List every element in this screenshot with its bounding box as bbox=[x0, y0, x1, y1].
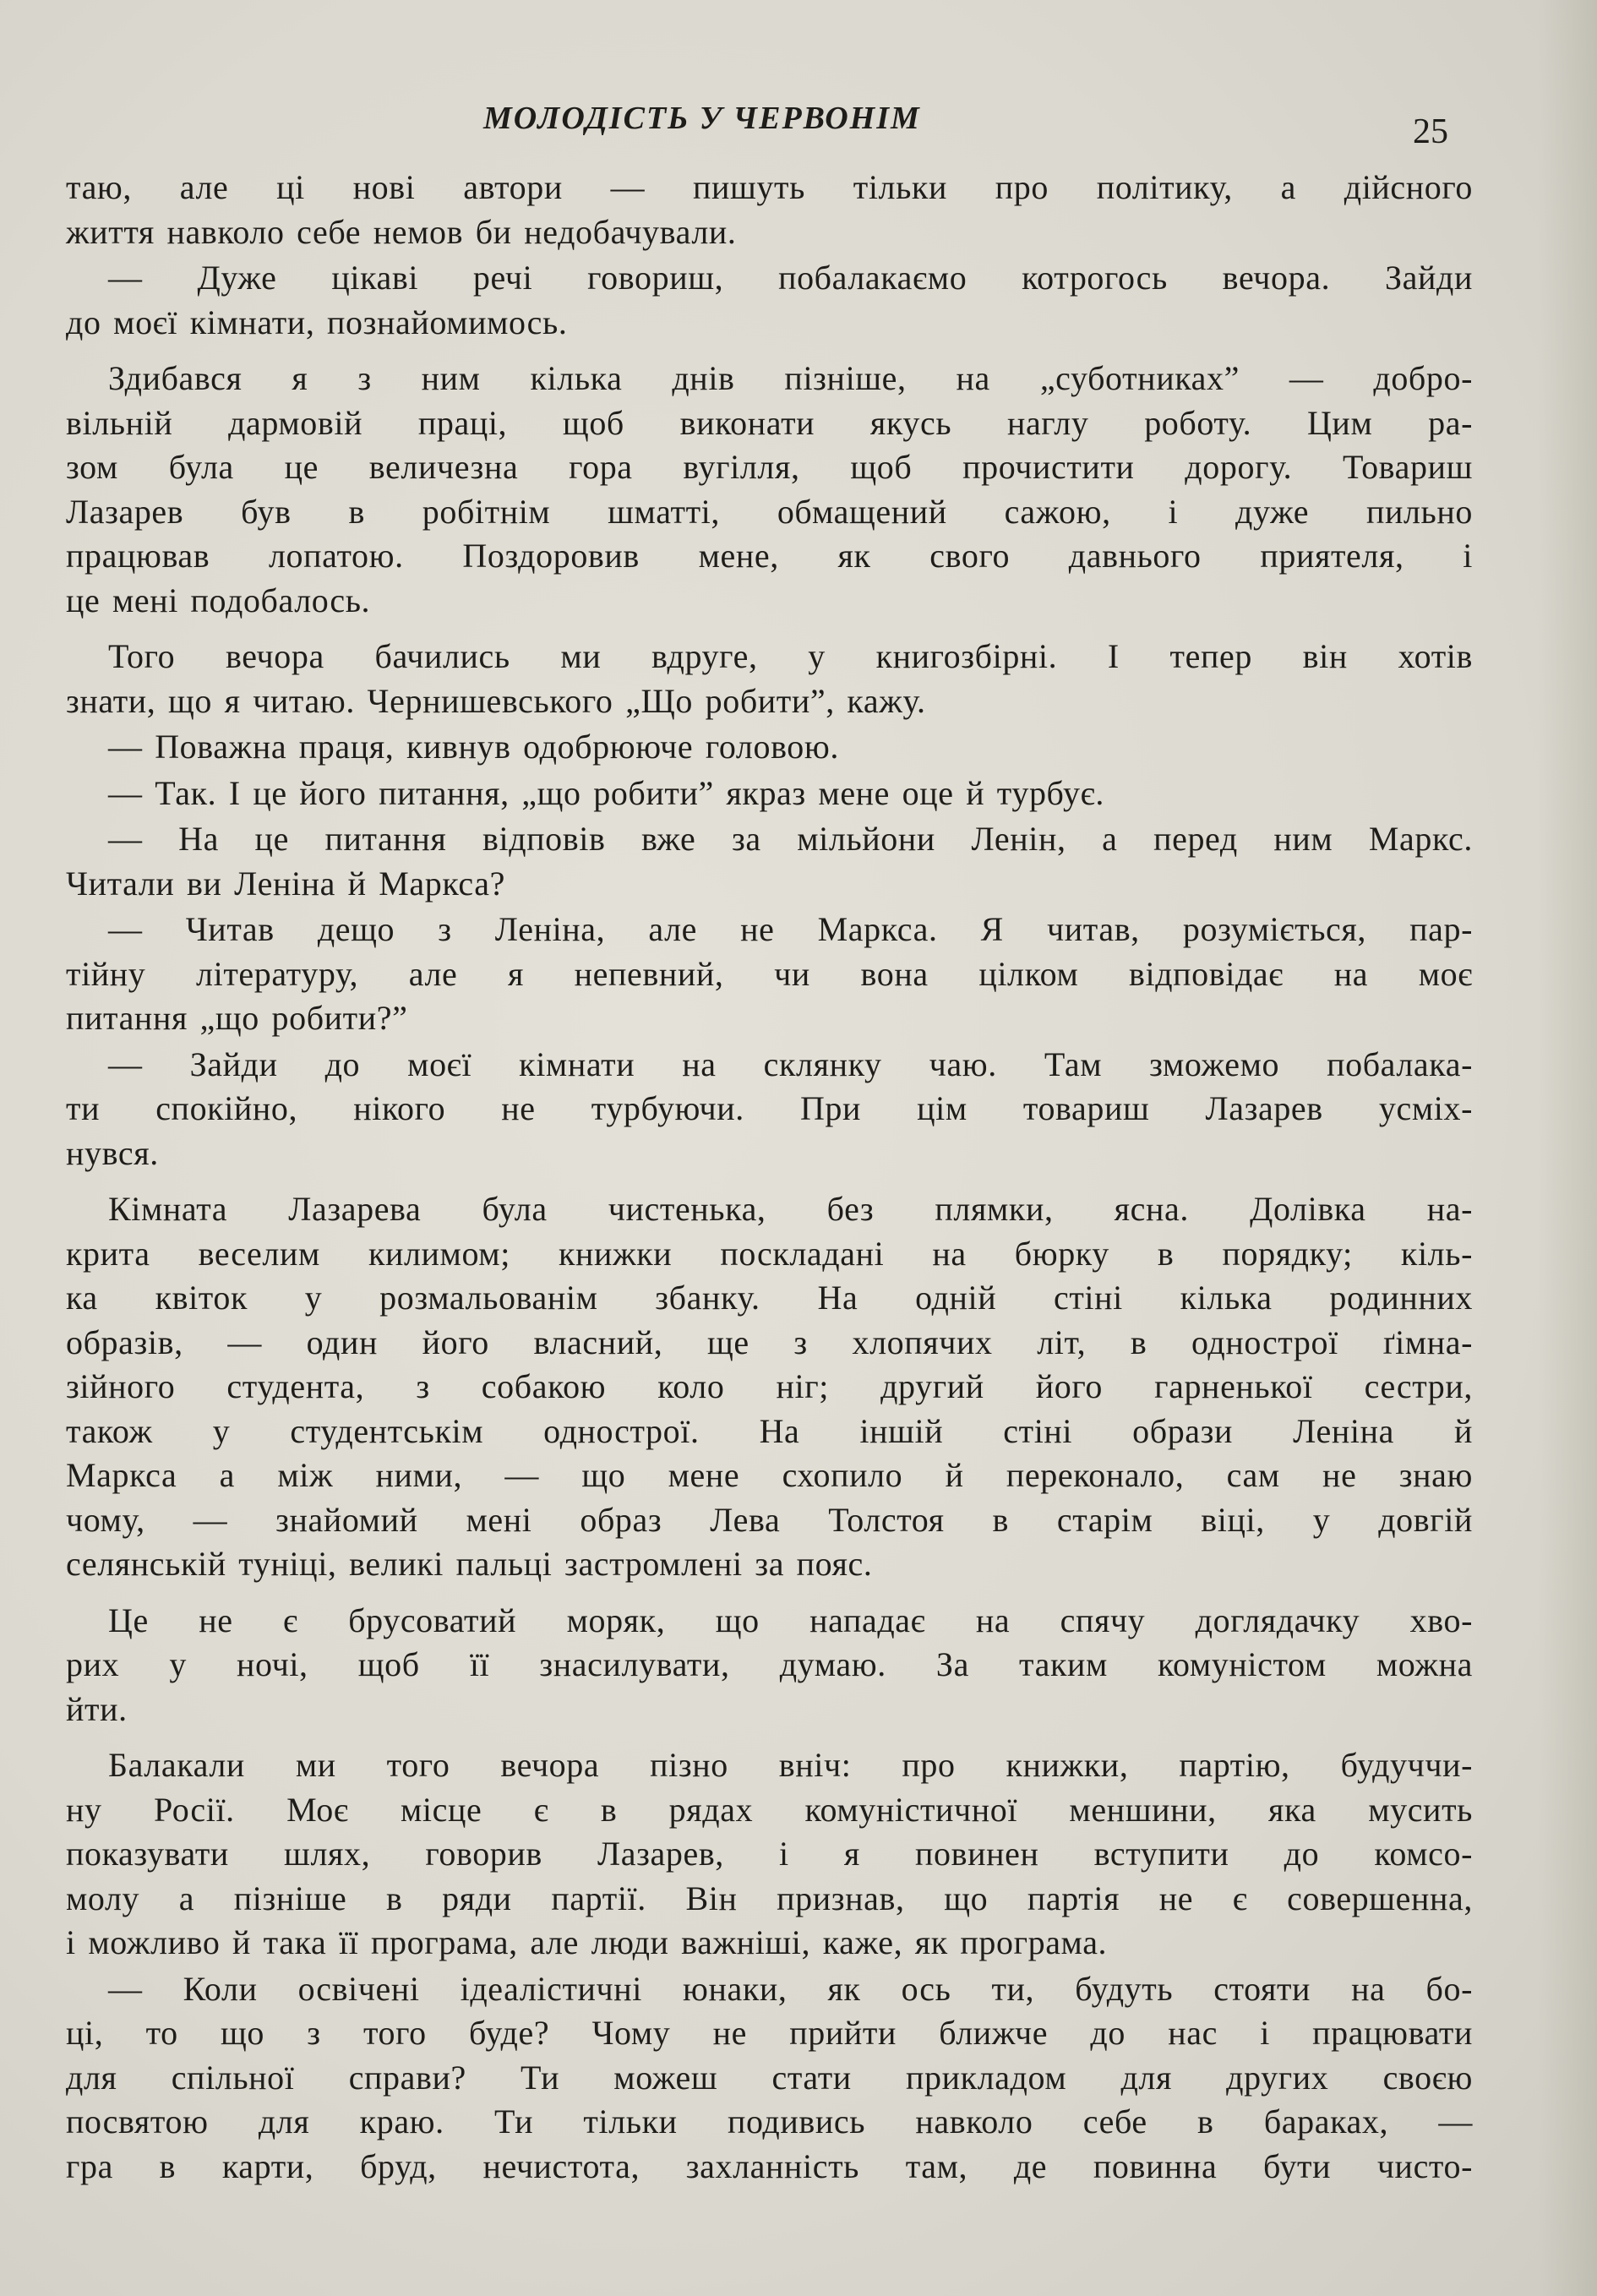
text-line: рих у ночі, щоб її знасилувати, думаю. За таким комуністом можна bbox=[66, 1645, 1473, 1683]
text-line: — На це питання відповів вже за мільйони Ленін, а перед ним Маркс. bbox=[108, 820, 1473, 858]
paragraph bbox=[66, 1187, 1473, 1587]
text-line: — Так. І це його питання, „що робити” якраз мене оце й турбує. bbox=[108, 773, 1104, 812]
text-line: крита веселим килимом; книжки поскладані на бюрку в порядку; кіль- bbox=[66, 1234, 1473, 1273]
page-header bbox=[0, 100, 1597, 150]
text-line: Читали ви Леніна й Маркса? bbox=[66, 864, 505, 903]
text-line: для спільної справи? Ти можеш стати прикладом для других своєю bbox=[66, 2058, 1473, 2097]
text-line: і можливо й така її програма, але люди важніші, каже, як програма. bbox=[66, 1923, 1108, 1961]
text-line: посвятою для краю. Ти тільки подивись навколо себе в бараках, — bbox=[66, 2102, 1473, 2141]
text-line: життя навколо себе немов би недобачували. bbox=[66, 212, 737, 251]
text-line: — Поважна праця, кивнув одобрююче головою. bbox=[108, 728, 839, 766]
text-line: Балакали ми того вечора пізно вніч: про книжки, партію, будуччи- bbox=[108, 1746, 1473, 1784]
text-line: — Дуже цікаві речі говориш, побалакаємо котрогось вечора. Зайди bbox=[108, 259, 1473, 297]
text-line: йти. bbox=[66, 1689, 128, 1728]
running-title: МОЛОДІСТЬ У ЧЕРВОНІМ bbox=[483, 101, 921, 136]
text-line: ти спокійно, нікого не турбуючи. При цім товариш Лазарев усміх- bbox=[66, 1089, 1473, 1127]
text-line: питання „що робити?” bbox=[66, 999, 408, 1037]
text-line: Кімната Лазарева була чистенька, без плямки, ясна. Долівка на- bbox=[108, 1190, 1473, 1228]
page-edge-shadow bbox=[1538, 0, 1597, 2296]
paragraph bbox=[66, 772, 1473, 816]
text-line: також у студентськім однострої. На іншій стіні образи Леніна й bbox=[66, 1411, 1473, 1450]
text-line: нувся. bbox=[66, 1133, 159, 1172]
text-line: — Зайди до моєї кімнати на склянку чаю. Там зможемо побалака- bbox=[108, 1044, 1473, 1083]
text-line: Здибався я з ним кілька днів пізніше, на „суботниках” — добро- bbox=[108, 359, 1473, 397]
text-line: Маркса а між ними, — що мене схопило й переконало, сам не знаю bbox=[66, 1456, 1473, 1494]
paragraph bbox=[66, 817, 1473, 906]
text-line: гра в карти, бруд, нечистота, захланність там, де повинна бути чисто- bbox=[66, 2146, 1473, 2185]
text-line: ці, то що з того буде? Чому не прийти ближче до нас і працювати bbox=[66, 2014, 1473, 2052]
text-line: зійного студента, з собакою коло ніг; другий його гарненької сестри, bbox=[66, 1367, 1473, 1405]
paragraph bbox=[66, 256, 1473, 345]
text-line: чому, — знайомий мені образ Лева Толстоя в старім віці, у довгій bbox=[66, 1500, 1473, 1539]
paragraph bbox=[66, 1967, 1473, 2190]
text-line: це мені подобалось. bbox=[66, 581, 371, 619]
text-line: ка квіток у розмальованім збанку. На одній стіні кілька родинних bbox=[66, 1279, 1473, 1317]
paragraph bbox=[66, 1043, 1473, 1176]
paragraph bbox=[66, 1599, 1473, 1732]
text-line: Це не є брусоватий моряк, що нападає на спячу доглядачку хво- bbox=[108, 1601, 1473, 1639]
text-line: знати, що я читаю. Чернишевського „Що робити”, кажу. bbox=[66, 681, 926, 720]
text-line: до моєї кімнати, познайомимось. bbox=[66, 303, 568, 341]
paragraph bbox=[66, 1743, 1473, 1966]
paragraph bbox=[66, 357, 1473, 623]
text-line: Лазарев був в робітнім шматті, обмащений сажою, і дуже пильно bbox=[66, 492, 1473, 531]
text-line: тійну літературу, але я непевний, чи вона цілком відповідає на моє bbox=[66, 954, 1473, 993]
text-line: образів, — один його власний, ще з хлопячих літ, в однострої ґімна- bbox=[66, 1323, 1473, 1361]
text-line: вільній дармовій праці, щоб виконати якусь наглу роботу. Цим ра- bbox=[66, 403, 1473, 442]
text-line: ну Росії. Моє місце є в рядах комуністичної меншини, яка мусить bbox=[66, 1790, 1473, 1829]
paragraph bbox=[66, 166, 1473, 254]
text-line: показувати шлях, говорив Лазарев, і я повинен вступити до комсо- bbox=[66, 1835, 1473, 1873]
text-line: молу а пізніше в ряди партії. Він признав, що партія не є совершенна, bbox=[66, 1879, 1473, 1917]
paragraph bbox=[66, 635, 1473, 723]
text-line: — Читав дещо з Леніна, але не Маркса. Я читав, розуміється, пар- bbox=[108, 910, 1473, 948]
text-line: працював лопатою. Поздоровив мене, як свого давнього приятеля, і bbox=[66, 537, 1473, 575]
paragraph bbox=[66, 908, 1473, 1041]
text-line: зом була це величезна гора вугілля, щоб прочистити дорогу. Товариш bbox=[66, 448, 1473, 486]
text-line: — Коли освічені ідеалістичні юнаки, як ось ти, будуть стояти на бо- bbox=[108, 1969, 1473, 2008]
body-text bbox=[66, 166, 1473, 2189]
paragraph bbox=[66, 725, 1473, 770]
text-line: Того вечора бачились ми вдруге, у книгозбірні. І тепер він хотів bbox=[108, 637, 1473, 675]
page-number: 25 bbox=[1413, 112, 1448, 151]
text-line: таю, але ці нові автори — пишуть тільки про політику, а дійсного bbox=[66, 168, 1473, 206]
text-line: селянській туніці, великі пальці застромлені за пояс. bbox=[66, 1545, 873, 1583]
